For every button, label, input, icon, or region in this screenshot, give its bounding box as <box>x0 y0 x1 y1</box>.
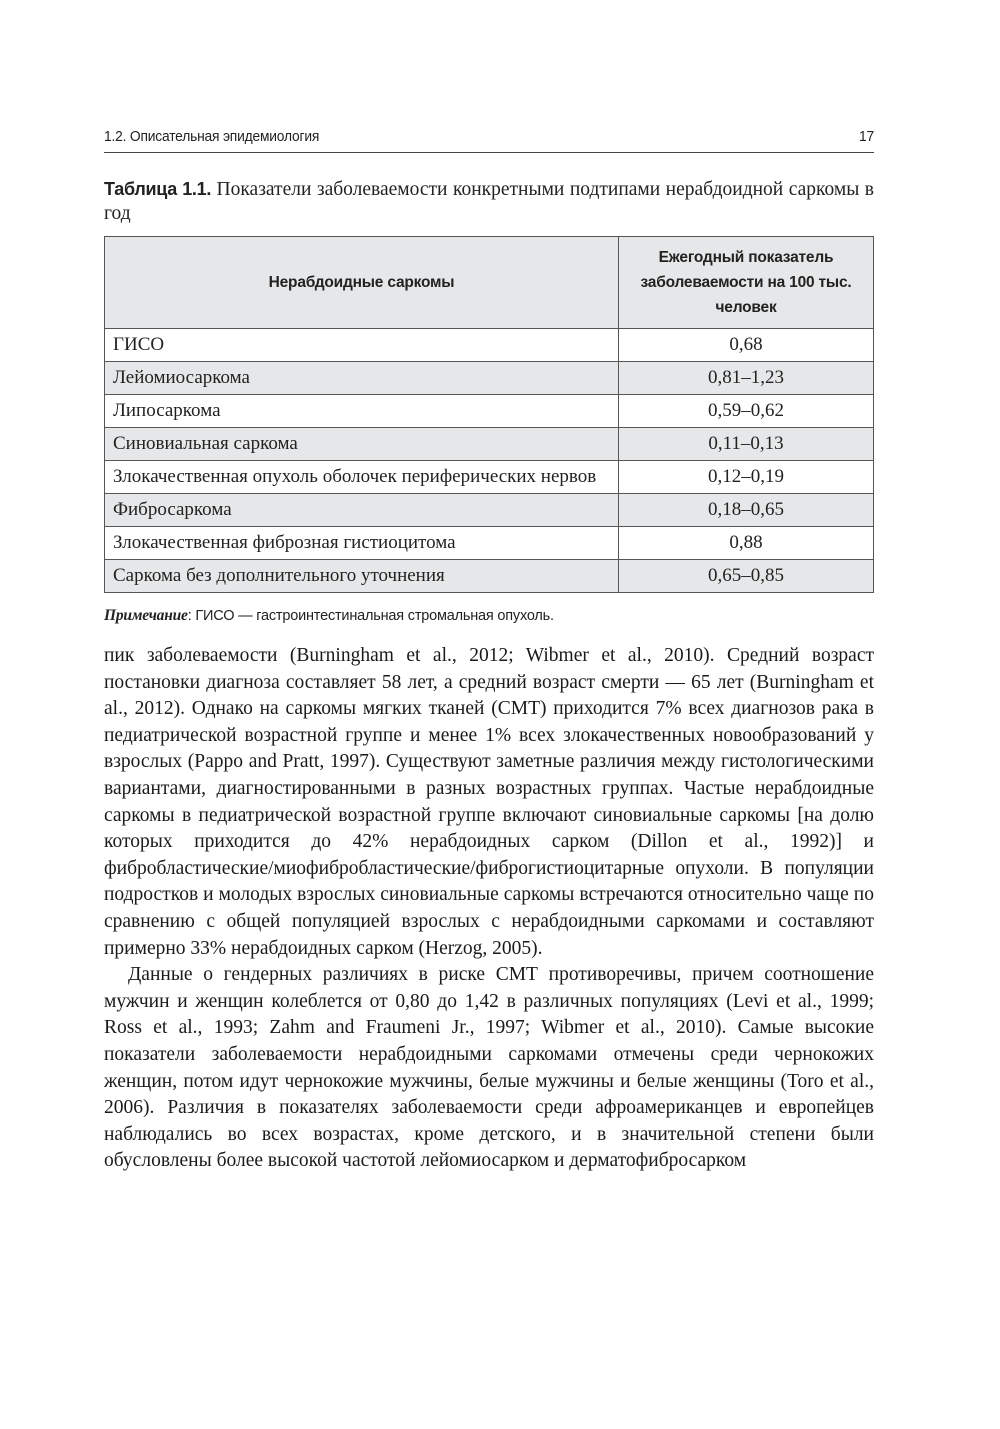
table-row <box>105 428 874 461</box>
row-value: 0,12–0,19 <box>619 461 874 494</box>
table-caption <box>104 177 874 226</box>
paragraph: Данные о гендерных различиях в риске СМТ противоречивы, причем соотношение мужчин и женщин колеблется от 0,80 до 1,42 в различных популяциях (Levi et al., 1999; Ross et al., 1993; Zahm and Fraumeni Jr., 1997; Wibmer et al., 2010). Самые высокие показатели заболеваемости нерабдоидными саркомами отмечены среди чернокожих женщин, потом идут чернокожие мужчины, белые мужчины и белые женщины (Toro et al., 2006). Различия в показателях заболеваемости среди афроамериканцев и европейцев наблюдались во всех возрастах, кроме детского, и в значительной степени были обусловлены более высокой частотой лейомиосарком и дерматофибросарком <box>104 964 874 1172</box>
table-row <box>105 560 874 593</box>
table-row <box>105 362 874 395</box>
table-row <box>105 527 874 560</box>
paragraph: пик заболеваемости (Burningham et al., 2012; Wibmer et al., 2010). Средний возраст постановки диагноза составляет 58 лет, а средний возраст смерти — 65 лет (Burningham et al., 2012). Однако на саркомы мягких тканей (СМТ) приходится 7% всех диагнозов рака в педиатрической возрастной группе и менее 1% всех злокачественных новообразований у взрослых (Pappo and Pratt, 1997). Существуют заметные различия между гистологическими вариантами, диагностированными в разных возрастных группах. Частые нерабдоидные саркомы в педиатрической возрастной группе включают синовиальные саркомы [на долю которых приходится до 42% нерабдоидных сарком (Dillon et al., 1992)] и фибробластические/миофибробластические/фиброгистиоцитарные опухоли. В популяции подростков и молодых взрослых синовиальные саркомы встречаются относительно чаще по сравнению с общей популяцией взрослых с нерабдоидными саркомами и составляют примерно 33% нерабдоидных сарком (Herzog, 2005). <box>104 645 874 959</box>
column-header-incidence: Ежегодный показатель заболеваемости на 100 тыс. человек <box>619 237 874 329</box>
section-title: 1.2. Описательная эпидемиология <box>104 128 320 145</box>
row-value: 0,88 <box>619 527 874 560</box>
row-name: Лейомиосаркома <box>105 362 619 395</box>
incidence-table <box>104 236 874 593</box>
table-header-row <box>105 237 874 329</box>
body-text <box>104 643 874 1175</box>
row-value: 0,18–0,65 <box>619 494 874 527</box>
book-page <box>104 128 874 1175</box>
row-name: ГИСО <box>105 329 619 362</box>
row-name: Саркома без дополнительного уточнения <box>105 560 619 593</box>
row-name: Синовиальная саркома <box>105 428 619 461</box>
column-header-sarcoma-type: Нерабдоидные саркомы <box>105 237 619 329</box>
note-label: Примечание <box>104 607 188 624</box>
table-row <box>105 395 874 428</box>
table-caption-label: Таблица 1.1. <box>104 179 212 199</box>
row-value: 0,11–0,13 <box>619 428 874 461</box>
page-number: 17 <box>859 128 875 145</box>
row-value: 0,81–1,23 <box>619 362 874 395</box>
running-head <box>104 128 874 153</box>
note-text: : ГИСО — гастроинтестинальная стромальная опухоль. <box>187 608 554 624</box>
table-row <box>105 329 874 362</box>
row-name: Липосаркома <box>105 395 619 428</box>
table-row <box>105 461 874 494</box>
row-name: Злокачественная фиброзная гистиоцитома <box>105 527 619 560</box>
row-name: Фибросаркома <box>105 494 619 527</box>
table-row <box>105 494 874 527</box>
table-note <box>104 607 874 625</box>
row-value: 0,59–0,62 <box>619 395 874 428</box>
row-name: Злокачественная опухоль оболочек периферических нервов <box>105 461 619 494</box>
row-value: 0,65–0,85 <box>619 560 874 593</box>
table-caption-text: Показатели заболеваемости конкретными подтипами нерабдоидной саркомы в год <box>104 179 875 224</box>
row-value: 0,68 <box>619 329 874 362</box>
